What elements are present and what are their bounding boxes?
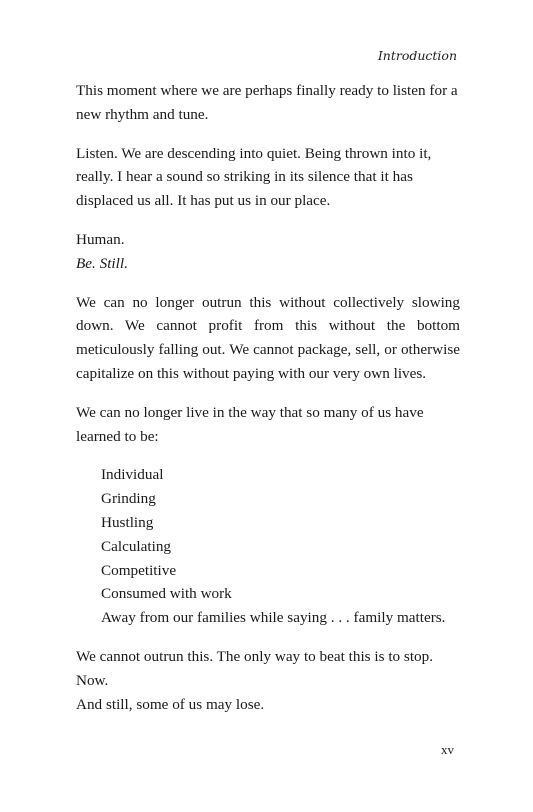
paragraph-5: We can no longer live in the way that so many of us have learned to be: xyxy=(76,403,424,445)
page-number: xv xyxy=(441,742,454,757)
paragraph-2: Listen. We are descending into quiet. Being thrown into it, really. I hear a sound so striking in its silence that it has displaced us all. It has put us in our place. xyxy=(76,144,432,210)
list-item: Competitive xyxy=(101,561,177,579)
list-item: Individual xyxy=(101,466,164,484)
list-item: Calculating xyxy=(101,537,172,555)
paragraph-3-line-1: Human. xyxy=(76,230,125,248)
list-item: Consumed with work xyxy=(101,585,232,603)
paragraph-4: We can no longer outrun this without collectively slowing down. We cannot profit from this without the bottom meticulously falling out. We cannot package, sell, or otherwise capitalize on this without paying with our very own lives. xyxy=(76,293,460,382)
paragraph-6-line-1: We cannot outrun this. The only way to beat this is to stop. Now. xyxy=(76,647,434,689)
paragraph-6 xyxy=(76,645,460,716)
list-item: Away from our families while saying . . . family matters. xyxy=(101,609,446,627)
list-item: Hustling xyxy=(101,513,154,531)
paragraph-3-line-2: Be. Still. xyxy=(76,254,128,272)
running-head: Introduction xyxy=(377,48,457,63)
body-text xyxy=(76,79,460,731)
paragraph-6-line-2: And still, some of us may lose. xyxy=(76,695,265,713)
paragraph-1: This moment where we are perhaps finally ready to listen for a new rhythm and tune. xyxy=(76,82,458,123)
paragraph-3 xyxy=(76,228,460,276)
trait-list xyxy=(101,463,460,630)
list-item: Grinding xyxy=(101,490,156,508)
